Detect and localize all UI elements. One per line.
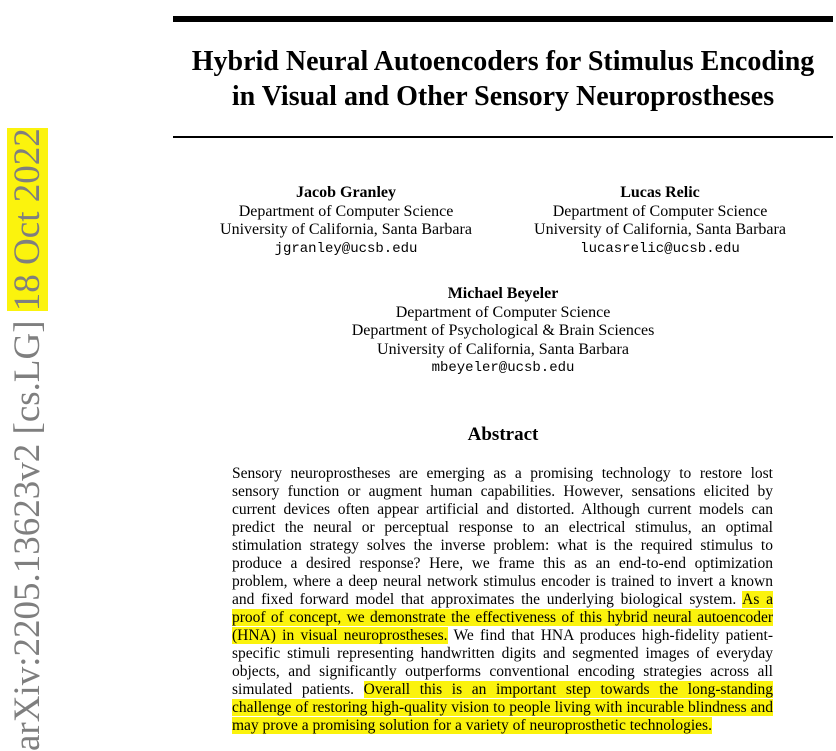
author-block-relic [520, 184, 800, 258]
paper-title [173, 44, 833, 114]
title-top-rule [173, 16, 833, 22]
abstract-text: We find that HNA produces high-fidelity patient-specific stimuli representing handwritten digits and segmented images of everyday objects, and significantly outperforms conventional encoding strategies across all simulated patients. [232, 627, 773, 698]
author-name: Lucas Relic [620, 184, 700, 201]
author-block-granley [206, 184, 486, 258]
author-name: Jacob Granley [296, 184, 396, 201]
author-affiliation: Department of Computer Science [395, 303, 611, 321]
abstract-highlight: As a proof of concept, we demonstrate the effectiveness of this hybrid neural autoencoder (HNA) in visual neuroprostheses. [232, 591, 774, 644]
author-affiliation: Department of Computer Science [238, 202, 454, 220]
title-line-2: in Visual and Other Sensory Neuroprostheses [231, 81, 775, 112]
author-affiliation: Department of Psychological & Brain Sciences [351, 322, 655, 339]
abstract-body [232, 465, 773, 735]
arxiv-id: arXiv:2205.13623v2 [cs.LG] [7, 311, 48, 751]
abstract-highlight: Overall this is an important step towards the long-standing challenge of restoring high-quality vision to people living with incurable blindness and may prove a promising solution for a variety of neuroprosthetic technologies. [232, 681, 774, 734]
author-affiliation: Department of Computer Science [552, 202, 768, 220]
arxiv-date: 18 Oct 2022 [7, 128, 48, 312]
author-affiliation: University of California, Santa Barbara [220, 221, 472, 238]
author-affiliation: University of California, Santa Barbara [534, 221, 786, 238]
abstract-heading: Abstract [467, 424, 539, 445]
author-name: Michael Beyeler [447, 285, 559, 302]
title-line-1: Hybrid Neural Autoencoders for Stimulus Encoding [191, 46, 815, 77]
author-email: mbeyeler@ucsb.edu [431, 360, 575, 376]
author-block-beyeler [343, 285, 663, 378]
title-bottom-rule [173, 136, 833, 138]
arxiv-identifier-stamp [6, 128, 50, 751]
abstract-text: Sensory neuroprostheses are emerging as a promising technology to restore lost sensory function or augment human capabilities. However, sensations elicited by current devices often appear artificial and distorted. Although current models can predict the neural or perceptual response to an electrical stimulus, an optimal stimulation strategy solves the inverse problem: what is the required stimulus to produce a desired response? Here, we frame this as an end-to-end optimization problem, where a deep neural network stimulus encoder is trained to invert a known and fixed forward model that approximates the underlying biological system. [232, 465, 773, 608]
author-email: lucasrelic@ucsb.edu [580, 240, 740, 257]
author-affiliation: University of California, Santa Barbara [377, 340, 629, 358]
author-email: jgranley@ucsb.edu [274, 240, 418, 257]
